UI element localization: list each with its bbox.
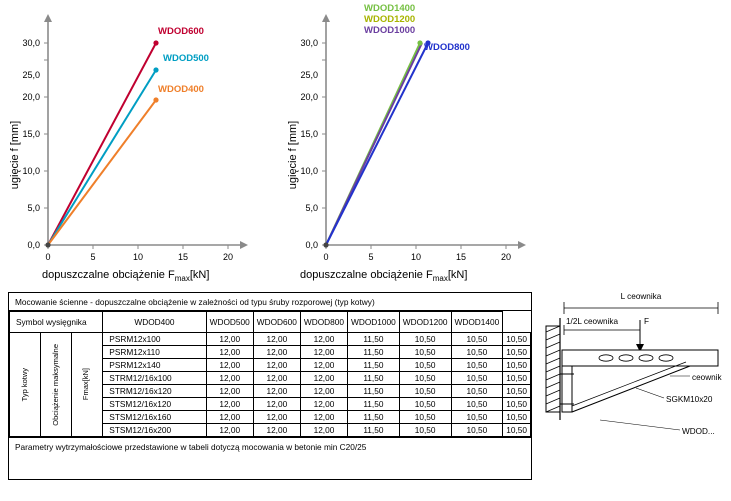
series-label-wdod800: WDOD800 [424,42,470,53]
label-anchor: SGKM10x20 [666,395,713,404]
series-line-wdod800 [326,43,428,245]
cell-value: 10,50 [451,333,503,346]
cell-value: 11,50 [348,385,400,398]
load-table [9,311,531,437]
x-tick-label: 5 [368,252,374,262]
cell-value: 12,00 [300,411,347,424]
x-tick-label: 20 [500,252,512,262]
cell-value: 12,00 [253,346,300,359]
x-tick-label: 15 [177,252,189,262]
y-axis-arrow [322,14,330,22]
cell-value: 11,50 [348,424,400,437]
label-wdod: WDOD... [682,427,715,436]
series-origin-point [323,242,328,247]
chart-2-svg [278,0,548,285]
channel-beam [562,350,718,366]
y-tick-label: 25,0 [300,70,318,80]
y-tick-label: 25,0 [22,70,40,80]
cell-value: 10,50 [399,411,451,424]
series-endpoint-wdod400 [153,97,158,102]
cell-value: 10,50 [503,333,531,346]
cell-value: 10,50 [451,346,503,359]
cell-value: 10,50 [503,346,531,359]
label-force-f: F [644,317,650,326]
cell-value: 12,00 [300,398,347,411]
table-header-row [10,312,531,333]
cell-value: 12,00 [253,359,300,372]
cell-value: 10,50 [503,424,531,437]
row-group-label-typ-kotwy [10,333,41,437]
y-tick-label: 0,0 [305,240,318,250]
col-header-wdod400: WDOD400 [103,312,206,333]
series-label-wdod600: WDOD600 [158,26,204,37]
row-label: PSRM12x100 [103,333,206,346]
cell-value: 10,50 [503,411,531,424]
row-label: PSRM12x110 [103,346,206,359]
y-axis-arrow [44,14,52,22]
row-label: STSM12/16x160 [103,411,206,424]
row-label: STRM12/16x120 [103,385,206,398]
cell-value: 10,50 [399,333,451,346]
x-ticks [45,245,233,262]
cell-value: 12,00 [206,346,253,359]
y-tick-label: 20,0 [22,92,40,102]
series-endpoint-wdod600 [153,40,158,45]
chart-1-svg [0,0,270,285]
x-tick-label: 10 [410,252,422,262]
cell-value: 10,50 [451,372,503,385]
col-header-wdod600: WDOD600 [253,312,300,333]
series-endpoint-wdod500 [153,67,158,72]
table-row [10,333,531,346]
cell-value: 10,50 [451,398,503,411]
cell-value: 10,50 [399,372,451,385]
cell-value: 12,00 [206,398,253,411]
row-label: PSRM12x140 [103,359,206,372]
x-axis-arrow [240,241,248,249]
col-header-wdod1200: WDOD1200 [399,312,451,333]
label-l-ceownika: L ceownika [620,292,662,301]
y-axis-title: ugięcie f [mm] [9,120,21,190]
value-group-label-text: Obciążenie maksymalne [51,343,61,426]
cell-value: 10,50 [503,385,531,398]
x-axis-title: dopuszczalne obciążenie $F_{max}[kN]$ [42,269,210,283]
y-tick-label: 15,0 [22,129,40,139]
y-ticks [300,38,326,250]
table-footer-note: Parametry wytrzymałościowe przedstawione w tabeli dotyczą mocowania w betonie min C20/25 [9,437,531,456]
cell-value: 10,50 [399,424,451,437]
cell-value: 12,00 [300,424,347,437]
cell-value: 12,00 [300,346,347,359]
series-origin-point [45,242,50,247]
cell-value: 11,50 [348,333,400,346]
value-group-unit-text: Fmax[kN] [81,368,91,401]
cell-value: 12,00 [253,385,300,398]
leader-anchor [636,388,664,398]
y-tick-label: 20,0 [300,92,318,102]
row-label: STSM12/16x200 [103,424,206,437]
cell-value: 12,00 [206,385,253,398]
cell-value: 10,50 [399,385,451,398]
series-endpoint-wdod1400 [417,40,422,45]
row-label: STSM12/16x120 [103,398,206,411]
cell-value: 11,50 [348,372,400,385]
cell-value: 12,00 [253,333,300,346]
series-label-wdod500: WDOD500 [163,53,209,64]
cell-value: 12,00 [206,359,253,372]
series-label-wdod1200: WDOD1200 [364,14,416,25]
cell-value: 12,00 [300,372,347,385]
y-tick-label: 0,0 [27,240,40,250]
value-group-label [41,333,72,437]
series-line-wdod400 [48,100,156,245]
cell-value: 12,00 [206,411,253,424]
cell-value: 12,00 [300,333,347,346]
cell-value: 11,50 [348,359,400,372]
cell-value: 12,00 [300,359,347,372]
cell-value: 12,00 [253,372,300,385]
label-half-ceownika: 1/2L ceownika [566,317,619,326]
cell-value: 11,50 [348,398,400,411]
y-axis-title: ugięcie f [mm] [287,120,299,190]
cell-value: 12,00 [206,333,253,346]
cell-value: 11,50 [348,346,400,359]
y-ticks [22,38,48,250]
chart-wdod800-1400 [278,0,548,285]
cell-value: 12,00 [253,411,300,424]
value-group-unit [72,333,103,437]
row-label: STRM12/16x100 [103,372,206,385]
x-tick-label: 5 [90,252,96,262]
y-tick-label: 5,0 [305,203,318,213]
table-caption: Mocowanie ścienne - dopuszczalne obciążenie w zależności od typu śruby rozporowej (typ kotwy) [9,293,531,311]
cell-value: 10,50 [451,385,503,398]
bracket-plate [562,366,572,412]
cell-value: 12,00 [253,398,300,411]
bracket-diagonal [572,366,690,412]
x-tick-label: 15 [455,252,467,262]
table-corner-label: Symbol wysięgnika [10,312,103,333]
cell-value: 10,50 [451,359,503,372]
cell-value: 12,00 [253,424,300,437]
cell-value: 10,50 [399,398,451,411]
y-tick-label: 15,0 [300,129,318,139]
cell-value: 10,50 [503,372,531,385]
x-tick-label: 0 [323,252,329,262]
cell-value: 10,50 [451,424,503,437]
cell-value: 10,50 [399,359,451,372]
x-axis-arrow [518,241,526,249]
cell-value: 10,50 [399,346,451,359]
leader-wdod [600,420,680,430]
cell-value: 10,50 [503,398,531,411]
diagram-svg [540,288,728,478]
col-header-wdod500: WDOD500 [206,312,253,333]
y-tick-label: 5,0 [27,203,40,213]
mounting-diagram [540,288,728,478]
cell-value: 12,00 [206,424,253,437]
col-header-wdod800: WDOD800 [300,312,347,333]
y-tick-label: 30,0 [300,38,318,48]
cell-value: 12,00 [300,385,347,398]
label-ceownik: ceownik [692,373,722,382]
series-line-wdod600 [48,43,156,245]
series-label-wdod1400: WDOD1400 [364,3,416,14]
cell-value: 11,50 [348,411,400,424]
cell-value: 10,50 [451,411,503,424]
x-tick-label: 20 [222,252,234,262]
col-header-wdod1400: WDOD1400 [451,312,503,333]
y-tick-label: 30,0 [22,38,40,48]
row-group-label-text: Typ kotwy [19,367,29,402]
cell-value: 12,00 [206,372,253,385]
x-axis-title: dopuszczalne obciążenie $F_{max}[kN]$ [300,269,468,283]
y-tick-label: 10,0 [300,166,318,176]
y-tick-label: 10,0 [22,166,40,176]
x-tick-label: 10 [132,252,144,262]
x-tick-label: 0 [45,252,51,262]
cell-value: 10,50 [503,359,531,372]
col-header-wdod1000: WDOD1000 [348,312,400,333]
series-label-wdod400: WDOD400 [158,84,204,95]
series-line-wdod500 [48,70,156,245]
load-table-block [8,292,532,480]
chart-wdod400-600 [0,0,270,285]
series-label-wdod1000: WDOD1000 [364,25,416,36]
x-ticks [323,245,511,262]
